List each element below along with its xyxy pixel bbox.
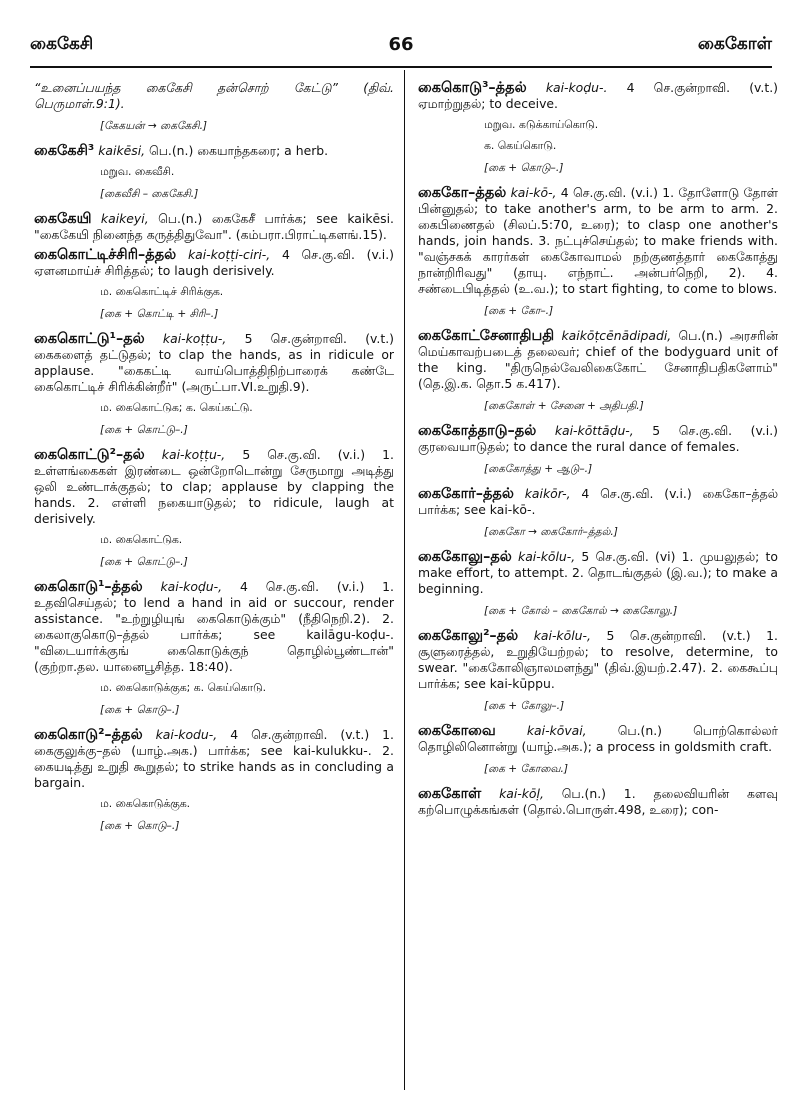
transliteration: kai-kōlu-, bbox=[533, 628, 591, 643]
definition: பெ.(n.) 1. தலைவியரின் களவு கற்பொழுக்கங்கள் (தொல்.பொருள்.498, உரை); con- bbox=[418, 786, 778, 817]
headword: கைகோ–த்தல் bbox=[418, 185, 507, 201]
headword: கைகொட்டு²–தல் bbox=[34, 447, 145, 463]
header-left-guideword: கைகேசி bbox=[30, 34, 94, 54]
etymology: [கை + கொடு–.] bbox=[100, 820, 180, 832]
entry-kai-kodu-2 bbox=[34, 727, 394, 834]
definition: 4 செ.கு.வி. (v.i.) கைகோ–த்தல் பார்க்க; see kai-kō-. bbox=[418, 486, 778, 517]
page-number: 66 bbox=[388, 34, 414, 55]
etymology: [கை + கொட்டு–.] bbox=[100, 424, 188, 436]
cognates: க. கெய்கொடு. bbox=[484, 139, 557, 152]
entry-kaikotcenadipadi bbox=[418, 328, 778, 414]
entry-kai-kotti-ciri bbox=[34, 247, 394, 322]
entry-kai-kottu-2 bbox=[34, 447, 394, 570]
transliteration: kai-kōvai, bbox=[526, 723, 587, 738]
entry-kaikesi-3 bbox=[34, 143, 394, 202]
etymology: [கை + கோலு–.] bbox=[484, 700, 565, 712]
entry-kai-kottu-1 bbox=[34, 331, 394, 438]
headword: கைகொடு¹–த்தல் bbox=[34, 579, 143, 595]
transliteration: kaikeyi, bbox=[100, 211, 149, 226]
definition: பெ.(n.) பொற்கொல்லர் தொழிலினொன்று (யாழ்.அக.); a process in goldsmith craft. bbox=[418, 723, 778, 754]
etymology: [கை + கொடு–.] bbox=[484, 162, 564, 174]
definition: 5 செ.குன்றாவி. (v.t.) கைகளைத் தட்டுதல்; to clap the hands, as in ridicule or applause. "கைகட்டி வாய்பொத்திநிற்பாரைக் கண்டே கைகொட்டிச் சிரிக்கின்றீர்" (அருட்பா.VI.உறுதி.9). bbox=[34, 331, 394, 394]
headword: கைகொடு³–த்தல் bbox=[418, 80, 527, 96]
etymology: [கைகோத்து + ஆடு–.] bbox=[484, 463, 593, 475]
entry-kai-kolu-1 bbox=[418, 549, 778, 619]
transliteration: kai-kodu-, bbox=[155, 727, 218, 742]
definition: 4 செ.குன்றாவி. (v.t.) ஏமாற்றுதல்; to deceive. bbox=[418, 80, 778, 111]
headword: கைகோள் bbox=[418, 786, 482, 802]
definition: 5 செ.கு.வி. (v.i.) குரவையாடுதல்; to dance the rural dance of females. bbox=[418, 423, 778, 454]
entry-kai-kolu-2 bbox=[418, 628, 778, 714]
cognates: ம. கைகொட்டுக. bbox=[100, 533, 183, 546]
definition: 4 செ.குன்றாவி. (v.t.) 1. கைகுலுக்கு–தல் (யாழ்.அக.) பார்க்க; see kai-kulukku-. 2. கையடித்து உறுதி கூறுதல்; to strike hands as in concluding a bargain. bbox=[34, 727, 394, 790]
entry-kai-kodu-1 bbox=[34, 579, 394, 718]
entry-kai-kodu-3 bbox=[418, 80, 778, 176]
header-rule bbox=[30, 66, 772, 68]
headword: கைகேசி³ bbox=[34, 143, 95, 159]
transliteration: kai-koḍu-. bbox=[545, 80, 608, 95]
definition: 5 செ.குன்றாவி. (v.t.) 1. சூளுரைத்தல், உறுதியேற்றல்; to resolve, determine, to swear. "கைகோலிஞாலமளந்து" (திவ்.இயற்.2.47). 2. கைகூப்பு பார்க்க; see kai-kūppu. bbox=[418, 628, 778, 691]
transliteration: kai-koḍu-, bbox=[160, 579, 223, 594]
transliteration: kai-kō-, bbox=[510, 185, 557, 200]
column-divider bbox=[404, 70, 405, 1090]
entry-kai-kol bbox=[418, 786, 778, 818]
headword: கைகோட்சேனாதிபதி bbox=[418, 328, 555, 344]
entry-kaikeyi bbox=[34, 211, 394, 243]
header-right-guideword: கைகோள் bbox=[697, 34, 772, 54]
entry-kai-kovai bbox=[418, 723, 778, 777]
headword: கைகொடு²–த்தல் bbox=[34, 727, 143, 743]
definition: 4 செ.கு.வி. (v.i.) 1. உதவிசெய்தல்; to lend a hand in aid or succour, render assistance. "உற்றுழியுங் கைகொடுக்கும்" (நீதிநெறி.2). 2. கைலாகுகொடு–த்தல் பார்க்க; see kailāgu-koḍu-. "விடையார்க்குங் கைகொடுக்குந் தொழில்பூண்டான்" (குற்றா.தல. யானைபூசித்த. 18:40). bbox=[34, 579, 394, 674]
entry-kai-kottadu bbox=[418, 423, 778, 477]
definition: 4 செ.கு.வி. (v.i.) ஏளனமாய்ச் சிரித்தல்; to laugh derisively. bbox=[34, 247, 394, 278]
definition: 5 செ.கு.வி. (v.i.) 1. உள்ளங்கைகள் இரண்டை ஒன்றோடொன்று சேருமாறு அடித்து ஒலி உண்டாக்குதல்; to clap; applause by clapping the hands. 2. எள்ளி நகையாடுதல்; to ridicule, laugh at derisively. bbox=[34, 447, 394, 526]
definition: பெ.(n.) கையாந்தகரை; a herb. bbox=[149, 143, 329, 158]
cognates: ம. கைகொடுக்குக; க. கெய்கொடு. bbox=[100, 681, 267, 694]
headword: கைகோர்–த்தல் bbox=[418, 486, 514, 502]
headword: கைகொட்டு¹–தல் bbox=[34, 331, 145, 347]
etymology: [கைவீசி – கைகேசி.] bbox=[100, 188, 199, 200]
definition: பெ.(n.) கைகேசீ பார்க்க; see kaikēsi. "கைகேயி நினைந்த கருத்திதுவோ". (கம்பரா.பிராட்டிகளங்.15). bbox=[34, 211, 394, 242]
headword: கைகோவை bbox=[418, 723, 496, 739]
transliteration: kaikōr-, bbox=[524, 486, 571, 501]
etymology: [கை + கொட்டி + சிரி–.] bbox=[100, 308, 219, 320]
transliteration: kaikēsi, bbox=[98, 143, 146, 158]
right-column bbox=[418, 80, 778, 1090]
headword: கைகேயி bbox=[34, 211, 92, 227]
etymology: [கை + கோவை.] bbox=[484, 763, 569, 775]
synonyms: மறுவ. கடுக்காய்கொடு. bbox=[484, 118, 599, 131]
left-column bbox=[34, 80, 394, 1090]
definition: 4 செ.கு.வி. (v.i.) 1. தோளோடு தோள் பின்னுதல்; to take another's arm, to be arm to arm. 2. கைபிணைதல் (சிலப்.5:70, உரை); to clasp one another's hands, join hands. 3. நட்புச்செய்தல்; to make friends with. "வஞ்சகக் காரர்கள் கைகோவாமல் நற்குணத்தார் கைகோத்து நான்றிரிவது" (தாயு. எந்நாட். அன்பர்நெறி, 2). 4. சண்டைபிடித்தல் (உ.வ.); to start fighting, to come to blows. bbox=[418, 185, 778, 296]
etymology: [கை + கொடு–.] bbox=[100, 704, 180, 716]
synonyms: மறுவ. கைவீசி. bbox=[100, 165, 175, 178]
transliteration: kaikōṭcēnādipadi, bbox=[561, 328, 672, 343]
transliteration: kai-kōlu-, bbox=[518, 549, 576, 564]
headword: கைகோலு–தல் bbox=[418, 549, 512, 565]
etymology: [கை + கோல் – கைகோல் → கைகோலு.] bbox=[484, 605, 678, 617]
transliteration: kai-koṭṭu-, bbox=[161, 447, 226, 462]
cognates: ம. கைகொட்டுக; க. கெய்கட்டு. bbox=[100, 401, 253, 414]
transliteration: kai-koṭṭi-ciri-, bbox=[187, 247, 271, 262]
transliteration: kai-koṭṭu-, bbox=[162, 331, 227, 346]
etymology: [கைகோ → கைகோர்–த்தல்.] bbox=[484, 526, 618, 538]
etymology: [கைகோள் + சேனை + அதிபதி.] bbox=[484, 400, 644, 412]
headword: கைகோத்தாடு–தல் bbox=[418, 423, 537, 439]
etymology: [கேகயன் → கைகேசி.] bbox=[100, 120, 208, 132]
cognates: ம. கைகொட்டிச் சிரிக்குக. bbox=[100, 285, 224, 298]
entry-kai-ko bbox=[418, 185, 778, 319]
continued-quote: “உனைப்பயந்த கைகேசி தன்சொற் கேட்டு” (திவ். பெருமாள்.9:1). bbox=[34, 80, 394, 111]
etymology: [கை + கொட்டு–.] bbox=[100, 556, 188, 568]
page-header bbox=[30, 34, 772, 60]
cognates: ம. கைகொடுக்குக. bbox=[100, 797, 191, 810]
transliteration: kai-kōḷ, bbox=[499, 786, 544, 801]
headword: கைகோலு²–தல் bbox=[418, 628, 519, 644]
headword: கைகொட்டிச்சிரி–த்தல் bbox=[34, 247, 177, 263]
definition: பெ.(n.) அரசரின் மெய்காவற்படைத் தலைவர்; chief of the bodyguard unit of the king. "திருநெல்வேலிகைகோட் சேனாதிபதிகளோம்" (தெ.இ.க. தொ.5 க.417). bbox=[418, 328, 778, 391]
definition: 5 செ.கு.வி. (vi) 1. முயலுதல்; to make effort, to attempt. 2. தொடங்குதல் (இ.வ.); to make a beginning. bbox=[418, 549, 778, 596]
entry-kaikor bbox=[418, 486, 778, 540]
etymology: [கை + கோ–.] bbox=[484, 305, 554, 317]
transliteration: kai-kōttāḍu-, bbox=[554, 423, 634, 438]
